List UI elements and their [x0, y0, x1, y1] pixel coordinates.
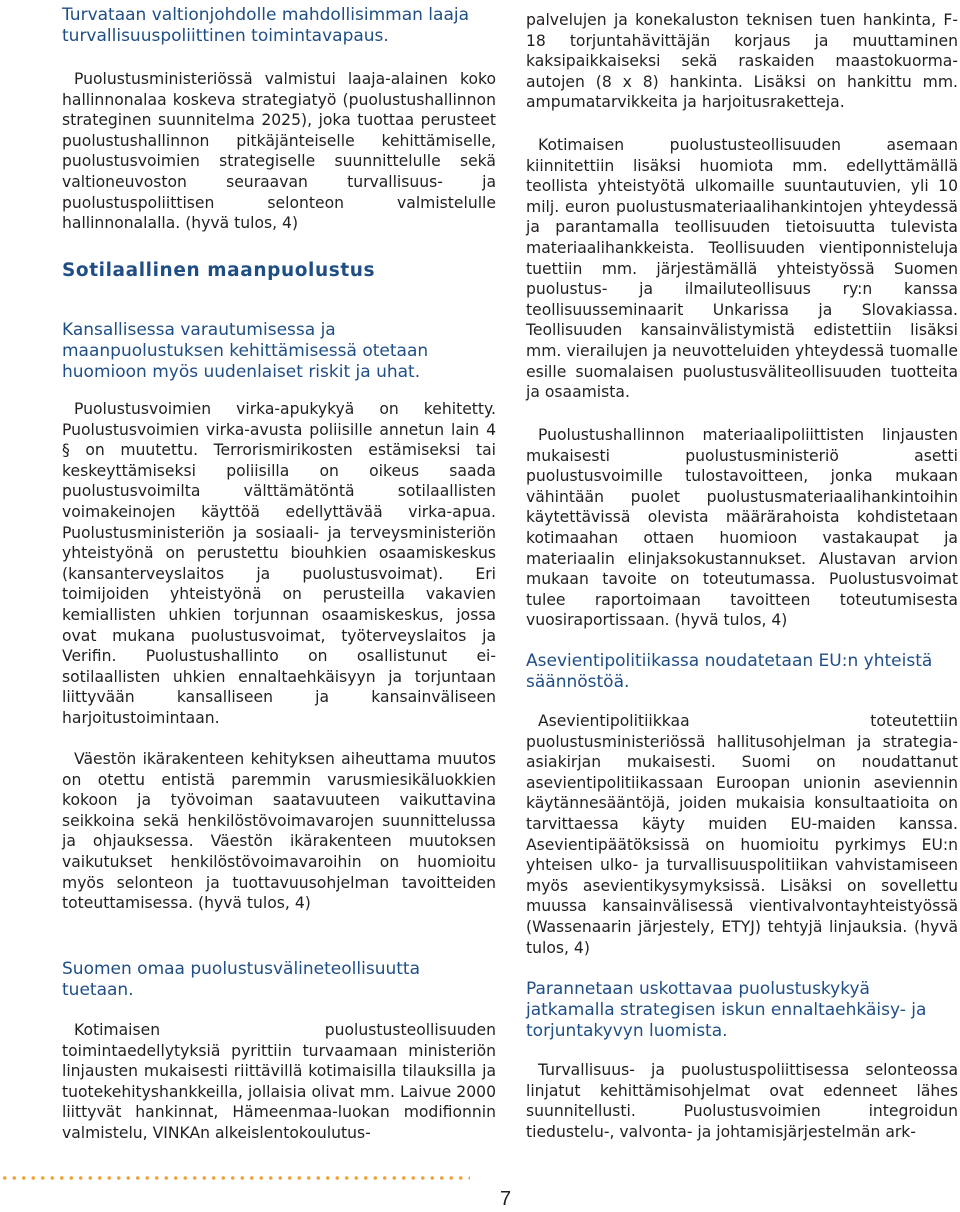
sub-heading: Suomen omaa puolustusvälineteollisuutta tuetaan. [62, 959, 420, 1000]
paragraph: Puolustusministeriössä valmistui laaja-alainen koko hallinnonalaa koskeva strategiatyö (puolustushallinnon strateginen suunnitelma 2025), joka tuottaa perusteet puolustushallinnon pitkäjänteiselle kehittämiselle, puolustusvoimien strategiselle suunnittelulle sekä valtioneuvoston seuraavan turvallisuus- ja puolustuspoliittisen selonteon valmistelulle hallinnonalalla. (hyvä tulos, 4) [62, 70, 496, 233]
paragraph: palvelujen ja konekaluston teknisen tuen hankinta, F-18 torjuntahävittäjän korjaus ja muuttaminen kaksipaikkaiseksi sekä raskaiden maastokuorma-autojen (8 x 8) hankinta. Lisäksi on hankittu mm. ampumatarvikkeita ja harjoitusraketteja. [526, 11, 958, 112]
paragraph: Puolustushallinnon materiaalipoliittisten linjausten mukaisesti puolustusministeriö asetti puolustusvoimille tulostavoitteen, jonka mukaan vähintään puolet puolustusmateriaalihankintoihin käytettävissä olevista määrärahoista kohdistetaan kotimaahan ottaen huomioon vastakaupat ja materiaalin elinjaksokustannukset. Alustavan arvion mukaan tavoite on toteutumassa. Puolustusvoimat tulee raportoimaan tavoitteen toteutumisesta vuosiraportissaan. (hyvä tulos, 4) [526, 426, 958, 630]
paragraph: Puolustusvoimien virka-apukykyä on kehitetty. Puolustusvoimien virka-avusta poliisille annetun lain 4 § on muutettu. Terrorismirikosten estämiseksi tai keskeyttämiseksi poliisilla on oikeus saada puolustusvoimilta välttämätöntä sotilaallisten voimakeinojen käyttöä edellyttävää virka-apua. Puolustusministeriön ja sosiaali- ja terveysministeriön yhteistyönä on perustettu biouhkien osaamiskeskus (kansanterveyslaitos ja puolustusvoimat). Eri toimijoiden yhteistyönä on perusteilla vakavien kemiallisten uhkien torjunnan osaamiskeskus, jossa ovat mukana puolustusvoimat, työterveyslaitos ja Verifin. Puolustushallinto on osallistunut ei-sotilaallisten uhkien ennaltaehkäisyyn ja torjuntaan liittyvään kansalliseen ja kansainväliseen harjoitustoimintaan. [62, 400, 496, 727]
sub-heading: Asevientipolitiikassa noudatetaan EU:n yhteistä säännöstöä. [526, 651, 933, 692]
paragraph: Asevientipolitiikkaa toteutettiin puolustusministeriössä hallitusohjelman ja strategia-asiakirjan mukaisesti. Suomi on noudattanut asevientipolitiikassaan Euroopan unionin aseviennin käytännesääntöjä, joiden mukaisia konsultaatioita on tarvittaessa käyty muiden EU-maiden kanssa. Asevientipäätöksissä on huomioitu pyrkimys EU:n yhteisen ulko- ja turvallisuuspolitiikan vahvistamiseen myös asevientikysymyksissä. Lisäksi on sovellettu muussa kansainvälisessä vientivalvontayhteistyössä (Wassenaarin järjestely, ETYJ) tehtyjä linjauksia. (hyvä tulos, 4) [526, 712, 958, 957]
paragraph: Kotimaisen puolustusteollisuuden toimintaedellytyksiä pyrittiin turvaamaan ministeriön linjausten mukaisesti riittävillä kotimaisilla tilauksilla ja tuotekehityshankkeilla, jollaisia olivat mm. Laivue 2000 liittyvät hankinnat, Hämeenmaa-luokan modifionnin valmistelu, VINKAn alkeislentokoulutus- [62, 1021, 496, 1142]
sub-heading: Parannetaan uskottavaa puolustuskykyä jatkamalla strategisen iskun ennaltaehkäisy- ja torjuntakyvyn luomista. [526, 979, 927, 1041]
dotted-divider [0, 1175, 470, 1181]
lead-paragraph: Kansallisessa varautumisessa ja maanpuolustuksen kehittämisessä otetaan huomioon myös uudenlaiset riskit ja uhat. [62, 320, 429, 382]
page-number: 7 [500, 1188, 512, 1210]
intro-heading: Turvataan valtionjohdolle mahdollisimman laaja turvallisuuspoliittinen toimintavapaus. [62, 5, 469, 46]
paragraph: Kotimaisen puolustusteollisuuden asemaan kiinnitettiin lisäksi huomiota mm. edellyttämällä teollista yhteistyötä ulkomaille suuntautuvien, yli 10 milj. euron puolustusmateriaalihankintojen yhteydessä ja parantamalla teollisuuden tietoisuutta tulevista materiaalihankkeista. Teollisuuden vientiponnisteluja tuettiin mm. järjestämällä yhteistyössä Suomen puolustus- ja ilmailuteollisuus ry:n kanssa teollisuusseminaarit Unkarissa ja Slovakiassa. Teollisuuden kansainvälistymistä edistettiin lisäksi mm. vierailujen ja neuvotteluiden yhteydessä tuomalle esille suomalaisen puolustusväliteollisuuden tuotteita ja osaamista. [526, 136, 958, 402]
paragraph: Väestön ikärakenteen kehityksen aiheuttama muutos on otettu entistä paremmin varusmiesikäluokkien kokoon ja työvoiman saatavuuteen vaikuttavina seikkoina sekä henkilöstövoimavarojen suunnittelussa ja ohjauksessa. Väestön ikärakenteen muutoksen vaikutukset henkilöstövoimavaroihin on huomioitu myös selonteon ja tuottavuusohjelman tavoitteiden toteuttamisessa. (hyvä tulos, 4) [62, 750, 496, 913]
section-heading: Sotilaallinen maanpuolustus [62, 260, 376, 281]
paragraph: Turvallisuus- ja puolustuspoliittisessa selonteossa linjatut kehittämisohjelmat ovat edenneet lähes suunnitellusti. Puolustusvoimien integroidun tiedustelu-, valvonta- ja johtamisjärjestelmän ark- [526, 1061, 958, 1141]
